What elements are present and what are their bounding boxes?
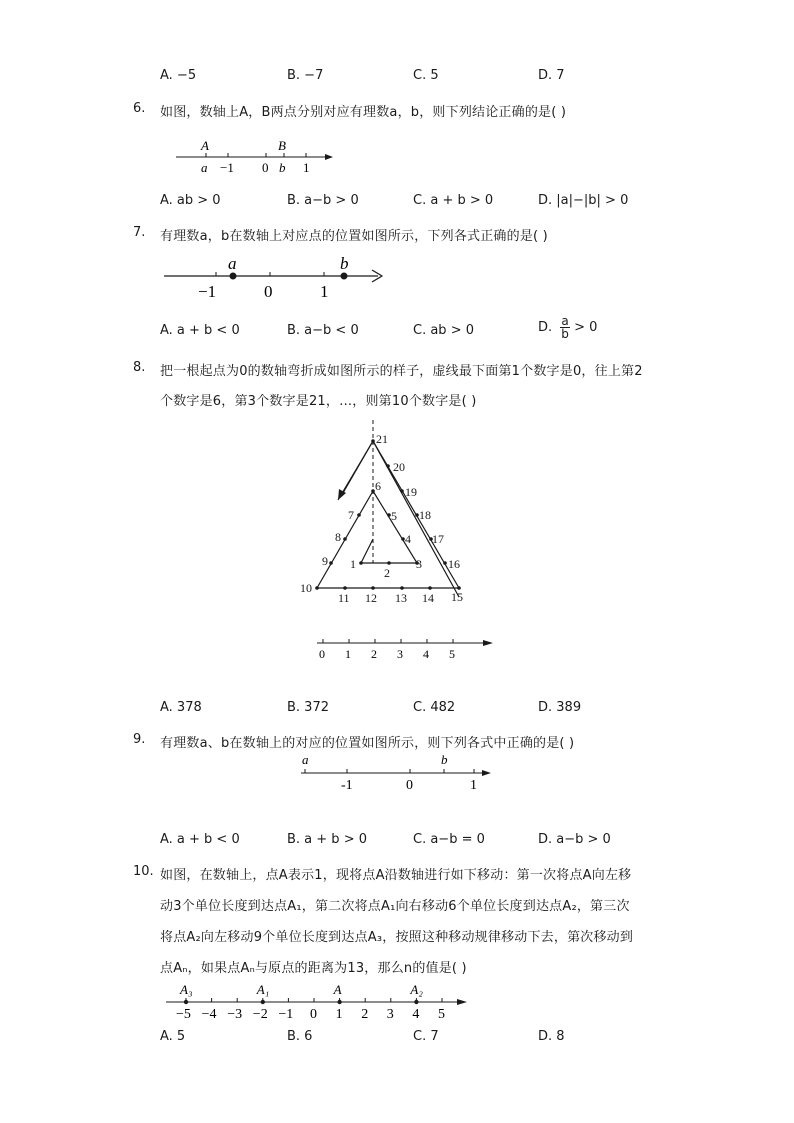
- triangle-label-4: 4: [405, 532, 411, 546]
- triangle-point-16: [443, 561, 447, 565]
- tick-neg1: -1: [341, 778, 353, 793]
- q8-option-b: B. 372: [287, 700, 329, 715]
- q9-option-a: A. a + b < 0: [160, 832, 240, 847]
- a-label: a: [302, 752, 309, 767]
- tick-label-10: 5: [438, 1007, 445, 1022]
- triangle-point-19: [400, 489, 404, 493]
- point-2: [337, 1000, 341, 1004]
- question-text: 如图，数轴上A，B两点分别对应有理数a，b，则下列结论正确的是( ): [160, 105, 567, 120]
- triangle-point-2: [387, 561, 391, 565]
- b-label: b: [340, 254, 349, 273]
- question-number: 6.: [133, 101, 146, 116]
- tick-label-2: 2: [371, 647, 377, 661]
- triangle-point-12: [371, 586, 375, 590]
- triangle-label-3: 3: [416, 557, 422, 571]
- question-text-line1: 如图，在数轴上，点A表示1，现将点A沿数轴进行如下移动：第一次将点A向左移: [160, 868, 632, 883]
- option-letter: D.: [538, 320, 553, 335]
- triangle-point-20: [386, 464, 390, 468]
- triangle-label-12: 12: [365, 591, 377, 605]
- tick-1: 1: [303, 160, 310, 175]
- triangle-label-8: 8: [335, 530, 341, 544]
- number-line-q7: [160, 252, 390, 302]
- triangle-point-10: [315, 586, 319, 590]
- q6-option-c: C. a + b > 0: [413, 193, 494, 208]
- q6-option-a: A. ab > 0: [160, 193, 221, 208]
- q5-option-c: C. 5: [413, 68, 439, 83]
- point-a: [230, 273, 237, 280]
- tick-label-9: 4: [412, 1007, 420, 1022]
- triangle-label-17: 17: [432, 532, 444, 546]
- tick-label-4: 4: [423, 647, 429, 661]
- q7-option-b: B. a−b < 0: [287, 323, 359, 338]
- question-number: 8.: [133, 360, 146, 375]
- point-1: [261, 1000, 265, 1004]
- tick-label-5: 5: [449, 647, 455, 661]
- fraction-numerator: a: [561, 314, 569, 328]
- triangle-label-9: 9: [322, 554, 328, 568]
- question-text-line2: 个数字是6，第3个数字是21，…，则第10个数字是( ): [160, 394, 477, 409]
- question-text: 有理数a，b在数轴上对应点的位置如图所示，下列各式正确的是( ): [160, 229, 548, 244]
- triangle-label-16: 16: [448, 557, 460, 571]
- folded-number-line-figure: [295, 420, 495, 660]
- a-label: a: [228, 254, 237, 273]
- triangle-label-11: 11: [338, 591, 350, 605]
- triangle-label-10: 10: [300, 581, 312, 595]
- tick-0: 0: [406, 778, 413, 793]
- q10-option-a: A. 5: [160, 1029, 186, 1044]
- question-text-line3: 将点A₂向左移动9个单位长度到达点A₃，按照这种移动规律移动下去，第次移动到: [160, 930, 634, 945]
- triangle-label-2: 2: [384, 566, 390, 580]
- tick-label-5: 0: [310, 1007, 317, 1022]
- q10-option-b: B. 6: [287, 1029, 313, 1044]
- tick-label-6: 1: [335, 1007, 343, 1022]
- q9-option-b: B. a + b > 0: [287, 832, 367, 847]
- option-tail: > 0: [574, 320, 598, 335]
- point-b: [341, 273, 348, 280]
- point-label-2: A: [333, 982, 342, 997]
- question-number: 10.: [133, 864, 154, 879]
- question-text-line1: 把一根起点为0的数轴弯折成如图所示的样子，虚线最下面第1个数字是0，往上第2: [160, 364, 643, 379]
- q9-option-d: D. a−b > 0: [538, 832, 611, 847]
- triangle-label-21: 21: [376, 432, 388, 446]
- point-label-3: A₂: [410, 982, 423, 997]
- number-line-q6: [170, 135, 340, 180]
- tick-label-3: −2: [252, 1007, 268, 1022]
- triangle-label-5: 5: [391, 509, 397, 523]
- triangle-label-1: 1: [350, 557, 356, 571]
- tick-neg1: −1: [198, 282, 217, 301]
- point-A-label: A: [201, 138, 209, 153]
- point-3: [414, 1000, 418, 1004]
- number-line-q9: [295, 752, 500, 797]
- triangle-point-7: [357, 513, 361, 517]
- tick-label-7: 2: [361, 1007, 369, 1022]
- q7-option-c: C. ab > 0: [413, 323, 474, 338]
- triangle-point-14: [428, 586, 432, 590]
- q6-option-d: D. |a|−|b| > 0: [538, 193, 629, 208]
- triangle-point-13: [400, 586, 404, 590]
- a-label: a: [201, 160, 208, 175]
- q6-option-b: B. a−b > 0: [287, 193, 359, 208]
- tick-0: 0: [264, 282, 273, 301]
- question-number: 7.: [133, 225, 146, 240]
- question-text-line4: 点Aₙ，如果点Aₙ与原点的距离为13，那么n的值是( ): [160, 961, 467, 976]
- q5-option-d: D. 7: [538, 68, 565, 83]
- triangle-label-19: 19: [405, 485, 417, 499]
- triangle-label-18: 18: [419, 508, 431, 522]
- q5-option-a: A. −5: [160, 68, 197, 83]
- triangle-label-15: 15: [451, 590, 463, 604]
- q8-option-c: C. 482: [413, 700, 456, 715]
- tick-label-8: 3: [386, 1007, 394, 1022]
- tick-label-4: −1: [278, 1007, 294, 1022]
- tick-label-0: −5: [176, 1007, 191, 1022]
- triangle-point-8: [343, 537, 347, 541]
- q7-option-d: [538, 315, 597, 340]
- triangle-label-14: 14: [422, 591, 434, 605]
- triangle-point-21: [371, 439, 375, 443]
- triangle-label-6: 6: [375, 479, 381, 493]
- b-label: b: [279, 160, 286, 175]
- question-number: 9.: [133, 732, 146, 747]
- q10-option-d: D. 8: [538, 1029, 565, 1044]
- q8-option-a: A. 378: [160, 700, 202, 715]
- fraction: [560, 315, 570, 340]
- tick-label-2: −3: [227, 1007, 243, 1022]
- triangle-point-11: [343, 586, 347, 590]
- tick-1: 1: [320, 282, 329, 301]
- q5-option-b: B. −7: [287, 68, 324, 83]
- number-line-q10: [160, 980, 475, 1022]
- point-label-0: A₃: [180, 982, 193, 997]
- triangle-point-9: [329, 561, 333, 565]
- q7-option-a: A. a + b < 0: [160, 323, 240, 338]
- tick-neg1: −1: [220, 160, 234, 175]
- tick-1: 1: [470, 778, 477, 793]
- b-label: b: [441, 752, 448, 767]
- tick-label-1: 1: [345, 647, 351, 661]
- triangle-label-7: 7: [348, 508, 354, 522]
- point-label-1: A₁: [256, 982, 270, 997]
- triangle-point-1: [359, 561, 363, 565]
- triangle-label-20: 20: [393, 460, 405, 474]
- point-B-label: B: [278, 138, 286, 153]
- tick-label-0: 0: [319, 647, 325, 661]
- point-0: [184, 1000, 188, 1004]
- fraction-denominator: b: [561, 327, 569, 341]
- tick-0: 0: [262, 160, 269, 175]
- tick-label-3: 3: [397, 647, 403, 661]
- q9-option-c: C. a−b = 0: [413, 832, 485, 847]
- q8-option-d: D. 389: [538, 700, 582, 715]
- tick-label-1: −4: [201, 1007, 217, 1022]
- q10-option-c: C. 7: [413, 1029, 439, 1044]
- q8-number-line: [315, 636, 500, 666]
- question-text-line2: 动3个单位长度到达点A₁，第二次将点A₁向右移动6个单位长度到达点A₂，第三次: [160, 899, 630, 914]
- triangle-label-13: 13: [395, 591, 407, 605]
- question-text: 有理数a、b在数轴上的对应的位置如图所示，则下列各式中正确的是( ): [160, 736, 575, 751]
